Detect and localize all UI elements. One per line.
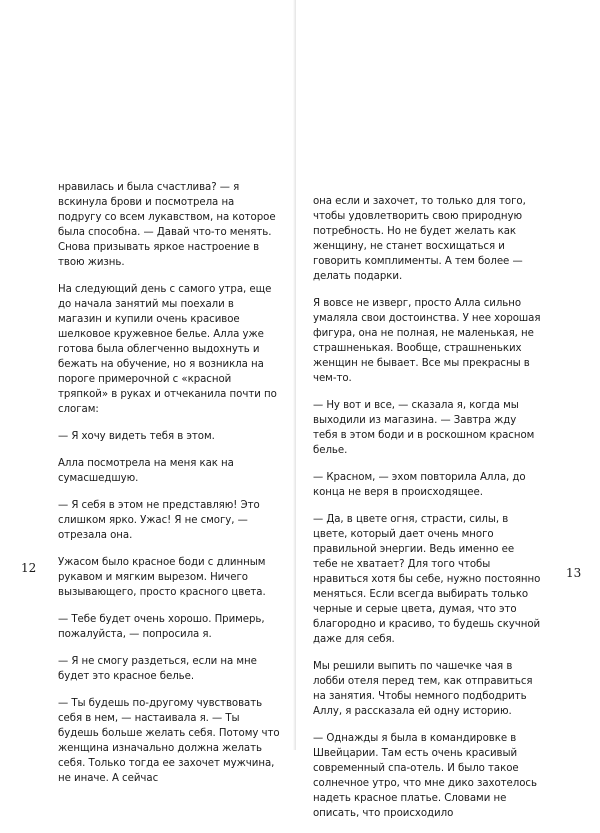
paragraph: — Да, в цвете огня, страсти, силы, в цвете, который дает очень много правильной энергии. Ведь именно ее тебе не хватает? Для того чтобы нравиться хотя бы себе, нужно постоянно меняться. Если всегда выбирать только черные и серые цвета, думая, что это благородно и красиво, то будешь скучной даже для себя. — [313, 514, 541, 645]
paragraph: Мы решили выпить по чашечке чая в лобби отеля перед тем, как отправиться на занятия. Чтобы немного подбодрить Аллу, я рассказала ей одну историю. — [313, 661, 533, 717]
right-page-text — [313, 194, 541, 833]
paragraph: — Однажды я была в командировке в Швейцарии. Там есть очень красивый современный спа-отель. И было такое солнечное утро, что мне дико захотелось надеть красное платье. Словами не описать, что происходило — [313, 733, 537, 819]
paragraph: — Я не смогу раздеться, если на мне будет это красное белье. — [58, 656, 257, 682]
paragraph: — Тебе будет очень хорошо. Примерь, пожалуйста, — попросила я. — [58, 614, 265, 640]
paragraph: — Красном, — эхом повторила Алла, до конца не веря в происходящее. — [313, 472, 526, 498]
paragraph: — Ты будешь по-другому чувствовать себя в нем, — настаивала я. — Ты будешь больше желать себя. Потому что женщина изначально должна желать себя. Только тогда ее захочет мужчина, не иначе. А сейчас — [58, 698, 280, 784]
paragraph: Алла посмотрела на меня как на сумасшедшую. — [58, 458, 234, 484]
paragraph: — Ну вот и все, — сказала я, когда мы выходили из магазина. — Завтра жду тебя в этом боди и в роскошном красном белье. — [313, 400, 535, 456]
paragraph: На следующий день с самого утра, еще до начала занятий мы поехали в магазин и купили очень красивое шелковое кружевное белье. Алла уже готова была облегченно выдохнуть и бежать на обучение, но я возникла на пороге примерочной с «красной тряпкой» в руках и отчеканила почти по слогам: — [58, 284, 277, 415]
paragraph: — Я себя в этом не представляю! Это слишком ярко. Ужас! Я не смогу, — отрезала она. — [58, 500, 260, 541]
paragraph: Я вовсе не изверг, просто Алла сильно умаляла свои достоинства. У нее хорошая фигура, она не полная, не маленькая, не страшненькая. Вообще, страшненьких женщин не бывает. Все мы прекрасны в чем-то. — [313, 298, 541, 384]
paragraph: Ужасом было красное боди с длинным рукавом и мягким вырезом. Ничего вызывающего, просто красного цвета. — [58, 557, 266, 598]
page-number-right: 13 — [566, 566, 582, 580]
paragraph: она если и захочет, то только для того, чтобы удовлетворить свою природную потребность. Но не будет желать как женщину, не станет восхищаться и говорить комплименты. А тем более — делать подарки. — [313, 196, 526, 282]
right-page — [296, 0, 600, 819]
paragraph: нравилась и была счастлива? — я вскинула брови и посмотрела на подругу со всем лукавством, на которое была способна. — Давай что-то менять. Снова призывать яркое настроение в твою жизнь. — [58, 182, 276, 268]
left-page — [0, 0, 296, 784]
page-number-left: 12 — [21, 561, 37, 575]
left-page-text — [58, 180, 280, 798]
paragraph: — Я хочу видеть тебя в этом. — [58, 431, 215, 442]
